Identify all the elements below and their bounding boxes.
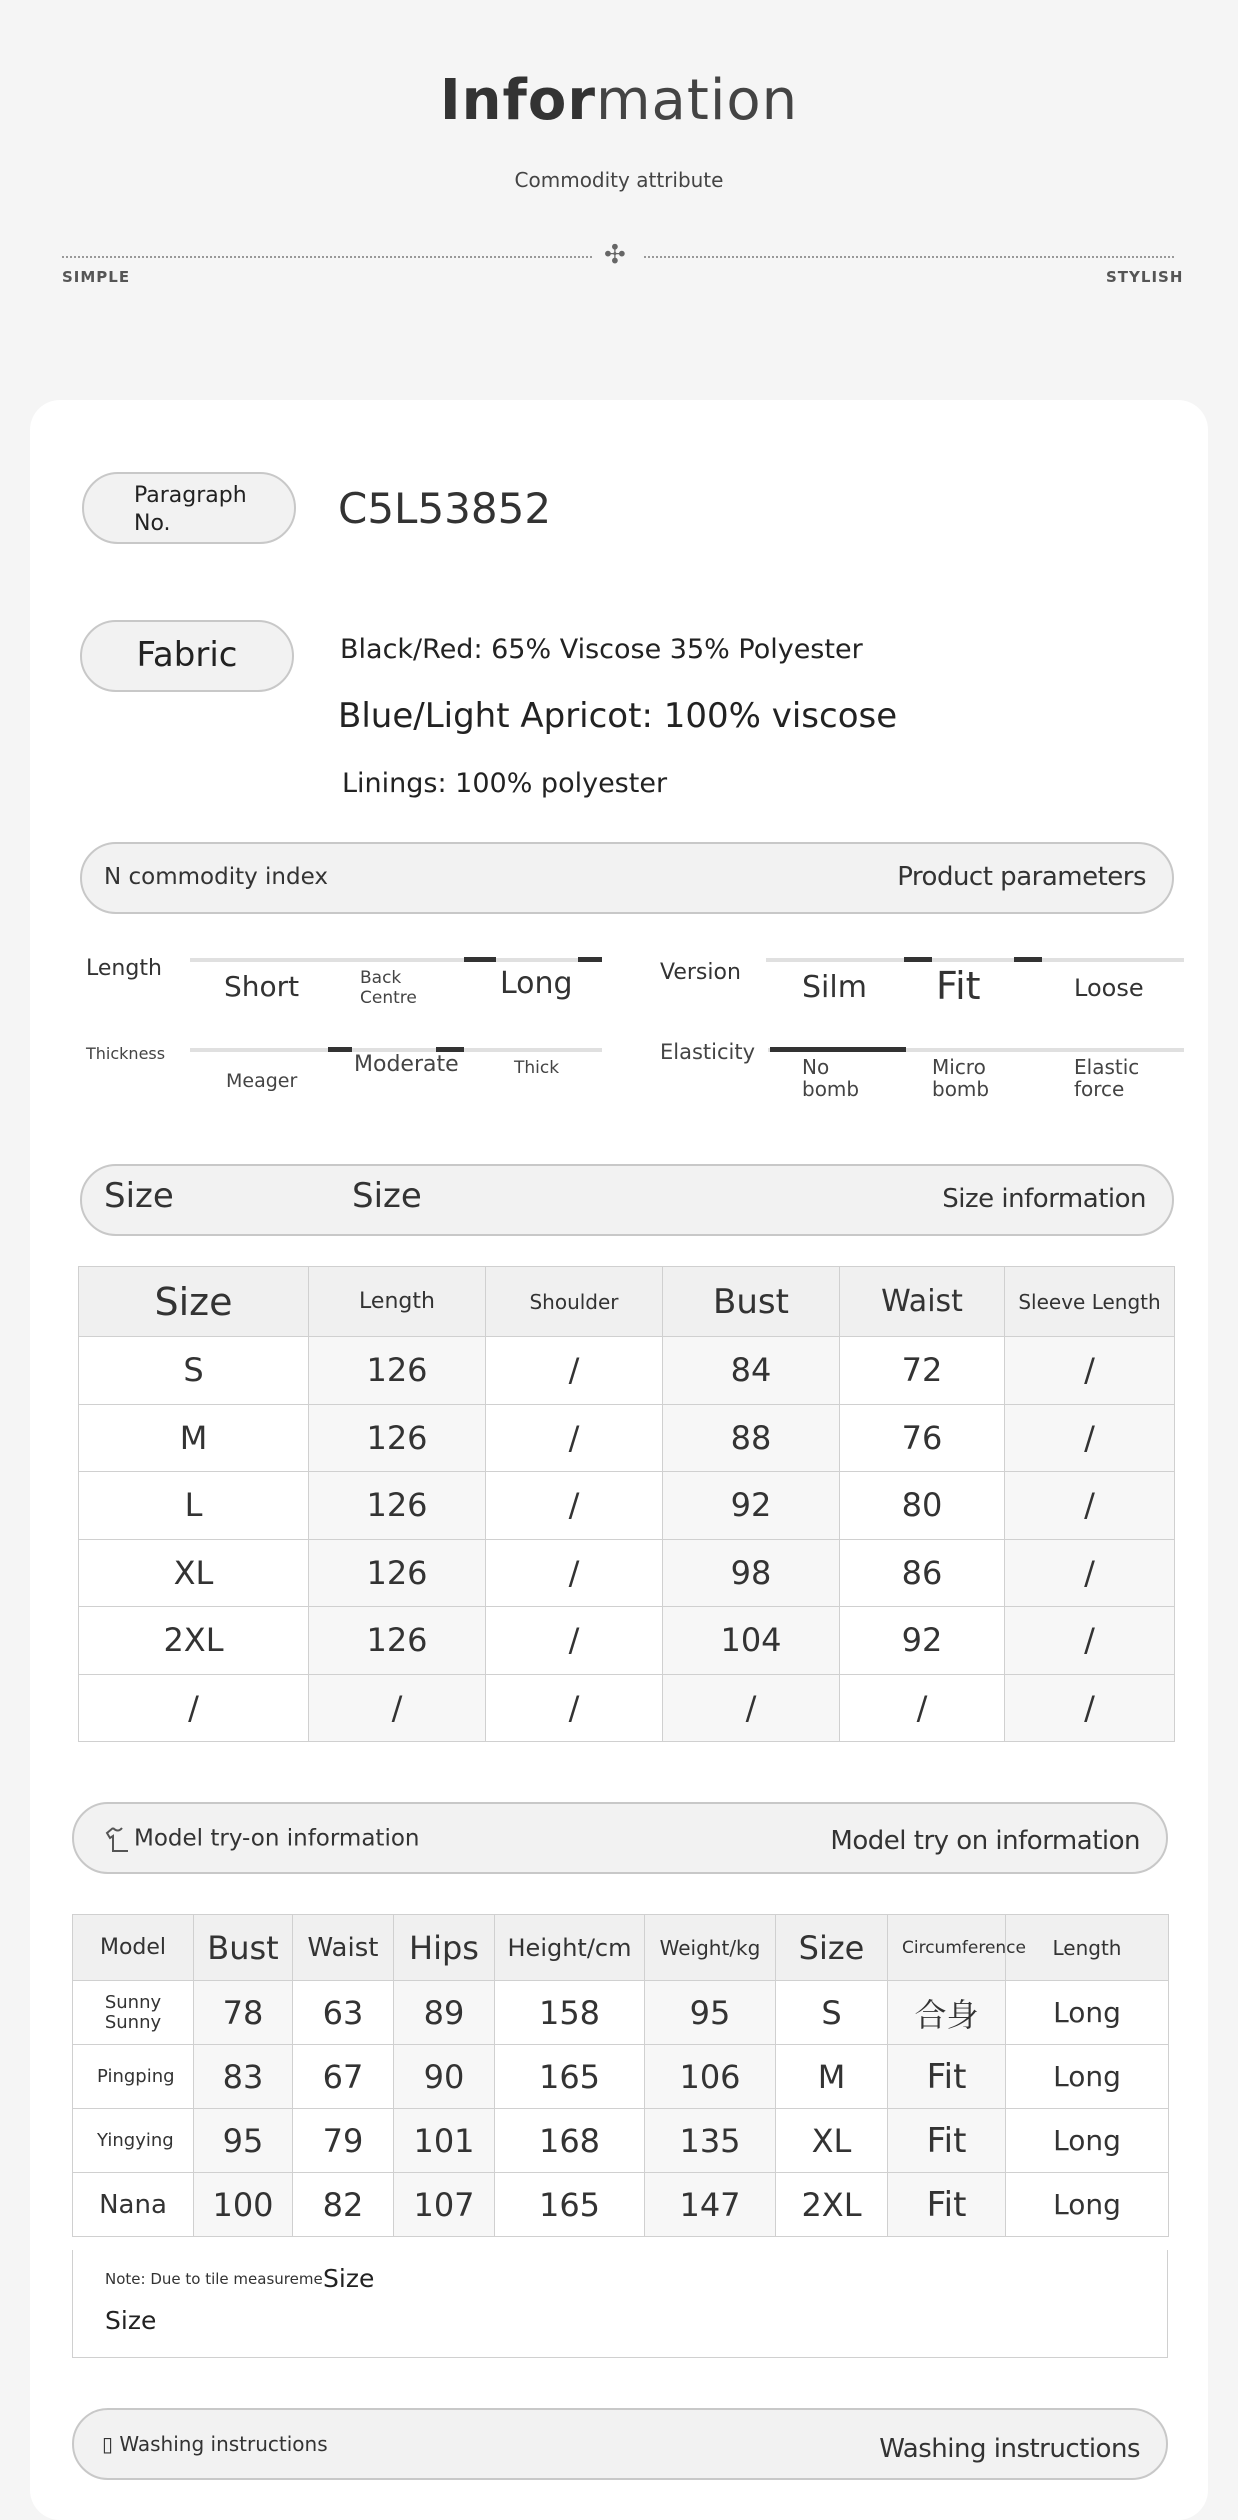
- cell: 84: [663, 1337, 840, 1405]
- cell: 86: [840, 1539, 1005, 1607]
- cell: Fit: [888, 2045, 1006, 2109]
- cell: /: [1005, 1472, 1175, 1540]
- thickness-option-meager: Meager: [226, 1070, 298, 1092]
- cell: 90: [394, 2045, 495, 2109]
- model-name: Yingying: [73, 2109, 194, 2173]
- length-option-short: Short: [224, 970, 300, 1003]
- cell: XL: [776, 2109, 888, 2173]
- cell: 78: [194, 1981, 293, 2045]
- size-information-bar: [80, 1164, 1174, 1236]
- table-row: [73, 2045, 1169, 2109]
- cell: 147: [645, 2173, 776, 2237]
- version-track: [766, 958, 1184, 962]
- paragraph-label-pill: Paragraph No.: [82, 472, 296, 544]
- cell: M: [79, 1404, 309, 1472]
- table-row: [79, 1674, 1175, 1742]
- header-waist: Waist: [840, 1267, 1005, 1337]
- cell: 101: [394, 2109, 495, 2173]
- note-size-1: Size: [323, 2264, 375, 2293]
- table-row: [73, 1981, 1169, 2045]
- table-row: [73, 2173, 1169, 2237]
- version-option-fit: Fit: [936, 964, 981, 1008]
- fabric-label-pill: Fabric: [80, 620, 294, 692]
- header-circumference: Circumference: [888, 1915, 1006, 1981]
- length-track: [190, 958, 602, 962]
- thickness-marker-1: [328, 1047, 352, 1052]
- model-name: Nana: [73, 2173, 194, 2237]
- model-tryon-title: Model try on information: [830, 1826, 1140, 1856]
- cell: Fit: [888, 2173, 1006, 2237]
- cell: 104: [663, 1607, 840, 1675]
- length-option-back-centre: Back Centre: [360, 968, 417, 1008]
- length-option-long: Long: [500, 966, 573, 1001]
- note-box: [72, 2250, 1168, 2358]
- model-table-header: [73, 1915, 1169, 1981]
- cell: /: [840, 1674, 1005, 1742]
- cell: 92: [663, 1472, 840, 1540]
- cell: 165: [495, 2173, 645, 2237]
- table-row: [79, 1337, 1175, 1405]
- cell: 106: [645, 2045, 776, 2109]
- header-waist: Waist: [293, 1915, 394, 1981]
- cell: 2XL: [79, 1607, 309, 1675]
- cell: 158: [495, 1981, 645, 2045]
- cell: S: [79, 1337, 309, 1405]
- cell: Fit: [888, 2109, 1006, 2173]
- cell: 2XL: [776, 2173, 888, 2237]
- size-bar-label-2: Size: [352, 1176, 422, 1216]
- model-tryon-bar: [72, 1802, 1168, 1874]
- version-marker-2: [1014, 957, 1042, 962]
- cell: /: [486, 1472, 663, 1540]
- cell: /: [1005, 1539, 1175, 1607]
- header-shoulder: Shoulder: [486, 1267, 663, 1337]
- cell: 89: [394, 1981, 495, 2045]
- header-height: Height/cm: [495, 1915, 645, 1981]
- stylish-label: STYLISH: [1106, 268, 1184, 286]
- header-size: Size: [79, 1267, 309, 1337]
- move-cross-icon: ✣: [604, 240, 626, 270]
- cell: Long: [1006, 2045, 1169, 2109]
- model-name: Sunny Sunny: [73, 1981, 194, 2045]
- divider-right: [644, 256, 1174, 258]
- cell: 67: [293, 2045, 394, 2109]
- thickness-option-moderate: Moderate: [354, 1052, 459, 1077]
- cell: Long: [1006, 2109, 1169, 2173]
- cell: /: [1005, 1404, 1175, 1472]
- cell: 83: [194, 2045, 293, 2109]
- cell: /: [663, 1674, 840, 1742]
- shirt-icon: [104, 1824, 134, 1854]
- cell: 168: [495, 2109, 645, 2173]
- cell: /: [486, 1539, 663, 1607]
- table-row: [79, 1404, 1175, 1472]
- fabric-line-2: Blue/Light Apricot: 100% viscose: [338, 696, 898, 736]
- header-sleeve-length: Sleeve Length: [1005, 1267, 1175, 1337]
- page-subtitle: Commodity attribute: [514, 168, 724, 192]
- cell: 126: [309, 1472, 486, 1540]
- cell: 95: [194, 2109, 293, 2173]
- model-table: [72, 1914, 1169, 2237]
- cell: 76: [840, 1404, 1005, 1472]
- cell: 80: [840, 1472, 1005, 1540]
- washing-icon: ▯: [102, 2432, 114, 2456]
- elasticity-option-micro-bomb: Micro bomb: [932, 1055, 990, 1101]
- cell: Long: [1006, 1981, 1169, 2045]
- thickness-option-thick: Thick: [514, 1058, 560, 1078]
- fabric-line-3: Linings: 100% polyester: [342, 768, 668, 799]
- cell: /: [486, 1337, 663, 1405]
- cell: 92: [840, 1607, 1005, 1675]
- version-option-silm: Silm: [802, 970, 867, 1005]
- cell: 79: [293, 2109, 394, 2173]
- cell: /: [486, 1404, 663, 1472]
- cell: 100: [194, 2173, 293, 2237]
- thickness-param-label: Thickness: [86, 1044, 166, 1063]
- size-table-header: [79, 1267, 1175, 1337]
- cell: /: [79, 1674, 309, 1742]
- cell: S: [776, 1981, 888, 2045]
- cell: 126: [309, 1337, 486, 1405]
- washing-title: Washing instructions: [879, 2434, 1140, 2464]
- table-row: [79, 1539, 1175, 1607]
- cell: /: [1005, 1607, 1175, 1675]
- version-option-loose: Loose: [1074, 974, 1144, 1002]
- paragraph-number: C5L53852: [338, 484, 552, 533]
- size-information-title: Size information: [942, 1184, 1146, 1214]
- version-param-label: Version: [660, 960, 741, 985]
- cell: M: [776, 2045, 888, 2109]
- cell: 107: [394, 2173, 495, 2237]
- cell: 98: [663, 1539, 840, 1607]
- cell: L: [79, 1472, 309, 1540]
- cell: /: [486, 1674, 663, 1742]
- version-marker-1: [904, 957, 932, 962]
- header-size: Size: [776, 1915, 888, 1981]
- header-weight: Weight/kg: [645, 1915, 776, 1981]
- elasticity-option-no-bomb: No bomb: [802, 1055, 860, 1101]
- cell: /: [309, 1674, 486, 1742]
- cell: /: [1005, 1674, 1175, 1742]
- table-row: [73, 2109, 1169, 2173]
- cell: Long: [1006, 2173, 1169, 2237]
- header-hips: Hips: [394, 1915, 495, 1981]
- simple-label: SIMPLE: [62, 268, 131, 286]
- page-title: Information: [439, 68, 799, 133]
- cell: 126: [309, 1404, 486, 1472]
- divider-left: [62, 256, 592, 258]
- header-length: Length: [1006, 1915, 1169, 1981]
- size-bar-label-1: Size: [104, 1176, 174, 1216]
- cell: /: [1005, 1337, 1175, 1405]
- cell: 合身: [888, 1981, 1006, 2045]
- cell: 63: [293, 1981, 394, 2045]
- note-size-2: Size: [105, 2306, 157, 2335]
- model-name: Pingping: [73, 2045, 194, 2109]
- product-parameters-title: Product parameters: [897, 862, 1146, 892]
- cell: 95: [645, 1981, 776, 2045]
- fabric-line-1: Black/Red: 65% Viscose 35% Polyester: [340, 634, 863, 665]
- elasticity-marker: [770, 1047, 906, 1052]
- cell: 88: [663, 1404, 840, 1472]
- table-row: [79, 1607, 1175, 1675]
- cell: 82: [293, 2173, 394, 2237]
- length-marker-1: [464, 957, 496, 962]
- elasticity-param-label: Elasticity: [660, 1040, 756, 1064]
- cell: /: [486, 1607, 663, 1675]
- cell: 126: [309, 1607, 486, 1675]
- table-row: [79, 1472, 1175, 1540]
- elasticity-option-elastic-force: Elastic force: [1074, 1055, 1140, 1101]
- header-bust: Bust: [194, 1915, 293, 1981]
- cell: 135: [645, 2109, 776, 2173]
- model-tryon-label: Model try-on information: [104, 1824, 419, 1854]
- length-param-label: Length: [86, 956, 162, 981]
- cell: 72: [840, 1337, 1005, 1405]
- length-marker-2: [578, 957, 602, 962]
- header-model: Model: [73, 1915, 194, 1981]
- size-table: [78, 1266, 1175, 1742]
- cell: XL: [79, 1539, 309, 1607]
- note-text: Note: Due to tile measureme: [105, 2270, 323, 2288]
- cell: 165: [495, 2045, 645, 2109]
- washing-instructions-bar: [72, 2408, 1168, 2480]
- commodity-index-label: N commodity index: [104, 864, 328, 890]
- header-length: Length: [309, 1267, 486, 1337]
- washing-label: ▯ Washing instructions: [102, 2432, 328, 2456]
- header-bust: Bust: [663, 1267, 840, 1337]
- cell: 126: [309, 1539, 486, 1607]
- product-parameters-bar: [80, 842, 1174, 914]
